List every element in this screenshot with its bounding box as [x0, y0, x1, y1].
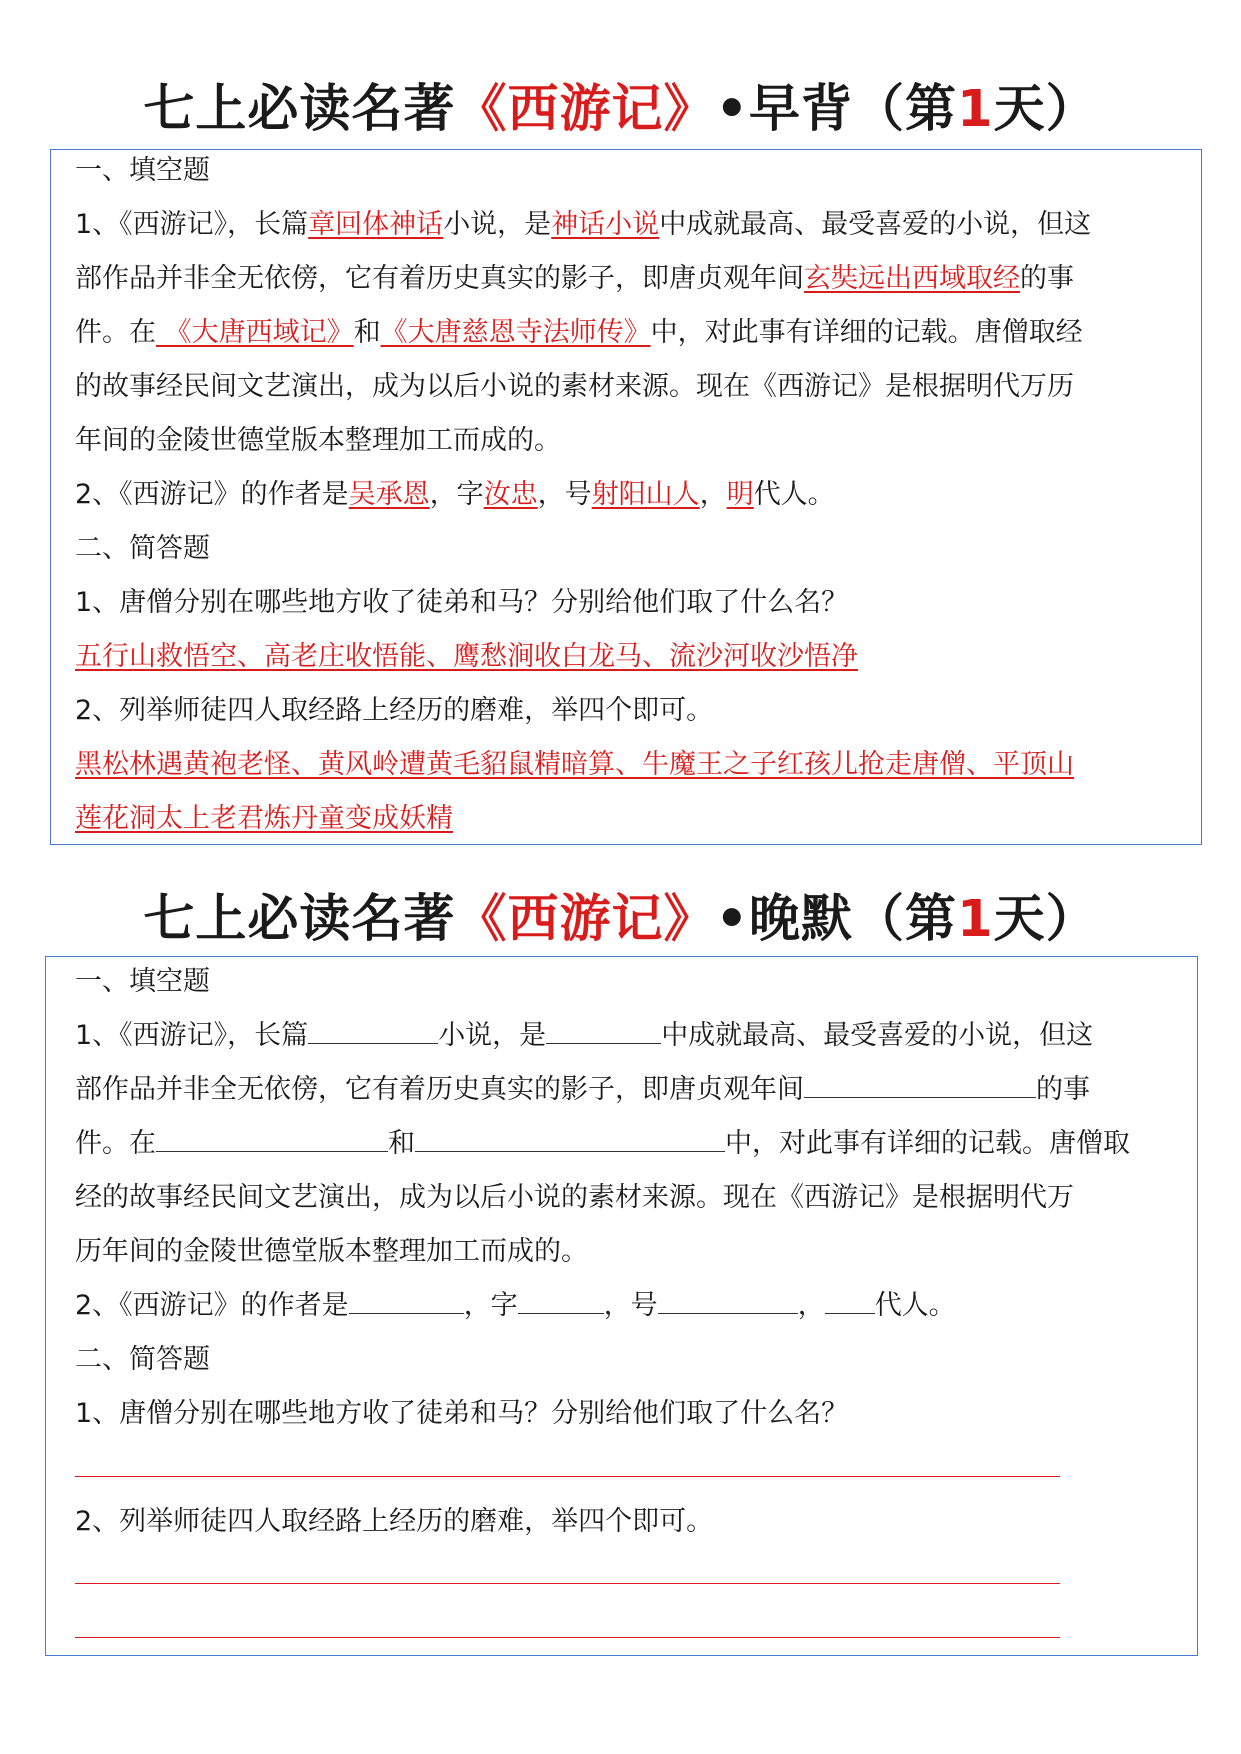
short-q2-answer-line2: 莲花洞太上老君炼丹童变成妖精	[75, 803, 453, 834]
fill-q1-line4: 的故事经民间文艺演出，成为以后小说的素材来源。现在《西游记》是根据明代万历	[75, 371, 1074, 402]
short-q2-answer-line1: 黑松林遇黄袍老怪、黄风岭遭黄毛貂鼠精暗算、牛魔王之子红孩儿抢走唐僧、平顶山	[75, 749, 1074, 780]
fill-q1-line5: 历年间的金陵世德堂版本整理加工而成的。	[75, 1236, 588, 1267]
fill-q1-line5: 年间的金陵世德堂版本整理加工而成的。	[75, 425, 561, 456]
blank-field[interactable]	[825, 1279, 875, 1314]
blank-field[interactable]	[658, 1279, 798, 1314]
morning-content	[75, 144, 1165, 846]
blank-field[interactable]	[415, 1117, 725, 1152]
title-suffix: 天）	[993, 80, 1098, 139]
evening-content	[75, 955, 1165, 1549]
answer: 射阳山人	[591, 479, 700, 510]
answer: 《大唐西域记》	[156, 317, 354, 348]
title-mid: •早背（第	[715, 80, 958, 139]
fill-q2-line: 2、《西游记》的作者是 ，字 ，号 ， 代人。	[75, 1279, 1165, 1333]
answer: 章回体神话	[308, 209, 444, 240]
title-prefix: 七上必读名著	[143, 80, 456, 139]
blank-field[interactable]	[518, 1279, 604, 1314]
answer: 神话小说	[551, 209, 660, 240]
fill-q1-line2: 部作品并非全无依傍，它有着历史真实的影子，即唐贞观年间 的事	[75, 1063, 1165, 1117]
answer: 吴承恩	[348, 479, 430, 510]
fill-q1-line4: 经的故事经民间文艺演出，成为以后小说的素材来源。现在《西游记》是根据明代万	[75, 1182, 1074, 1213]
title-day: 1	[957, 890, 994, 949]
title-book: 《西游记》	[455, 890, 716, 949]
answer: 《大唐慈恩寺法师传》	[380, 317, 651, 348]
blank-field[interactable]	[308, 1009, 438, 1044]
answer-line[interactable]	[75, 1476, 1060, 1477]
title-suffix: 天）	[993, 890, 1098, 949]
answer: 汝忠	[483, 479, 538, 510]
morning-title	[0, 75, 1241, 145]
blank-field[interactable]	[804, 1063, 1036, 1098]
answer-line[interactable]	[75, 1637, 1060, 1638]
short-q2: 2、列举师徒四人取经路上经历的磨难，举四个即可。	[75, 1506, 714, 1537]
section-heading: 二、简答题	[75, 1344, 210, 1375]
short-q1: 1、唐僧分别在哪些地方收了徒弟和马？分别给他们取了什么名？	[75, 587, 849, 618]
title-prefix: 七上必读名著	[143, 890, 456, 949]
answer: 明	[726, 479, 754, 510]
short-q1: 1、唐僧分别在哪些地方收了徒弟和马？分别给他们取了什么名？	[75, 1398, 849, 1429]
short-q1-answer: 五行山救悟空、高老庄收悟能、鹰愁涧收白龙马、流沙河收沙悟净	[75, 641, 858, 672]
section-heading: 一、填空题	[75, 155, 210, 186]
fill-q1-line3: 件。在 《大唐西域记》和《大唐慈恩寺法师传》中，对此事有详细的记载。唐僧取经	[75, 317, 1083, 348]
blank-field[interactable]	[156, 1117, 388, 1152]
fill-q1-line3: 件。在 和 中，对此事有详细的记载。唐僧取	[75, 1117, 1165, 1171]
short-q2: 2、列举师徒四人取经路上经历的磨难，举四个即可。	[75, 695, 714, 726]
title-mid: •晚默（第	[715, 890, 958, 949]
answer: 玄奘远出西域取经	[804, 263, 1020, 294]
answer-line[interactable]	[75, 1583, 1060, 1584]
section-heading: 二、简答题	[75, 533, 210, 564]
evening-title	[0, 885, 1241, 955]
fill-q1-line1: 1、《西游记》，长篇 小说，是 中成就最高、最受喜爱的小说，但这	[75, 1009, 1165, 1063]
fill-q1-line2: 部作品并非全无依傍，它有着历史真实的影子，即唐贞观年间玄奘远出西域取经的事	[75, 263, 1074, 294]
blank-field[interactable]	[546, 1009, 661, 1044]
blank-field[interactable]	[349, 1279, 464, 1314]
fill-q1-line1: 1、《西游记》，长篇章回体神话小说，是神话小说中成就最高、最受喜爱的小说，但这	[75, 209, 1092, 240]
title-day: 1	[957, 80, 994, 139]
fill-q2-line: 2、《西游记》的作者是吴承恩，字汝忠，号射阳山人，明代人。	[75, 479, 835, 510]
section-heading: 一、填空题	[75, 966, 210, 997]
title-book: 《西游记》	[455, 80, 716, 139]
